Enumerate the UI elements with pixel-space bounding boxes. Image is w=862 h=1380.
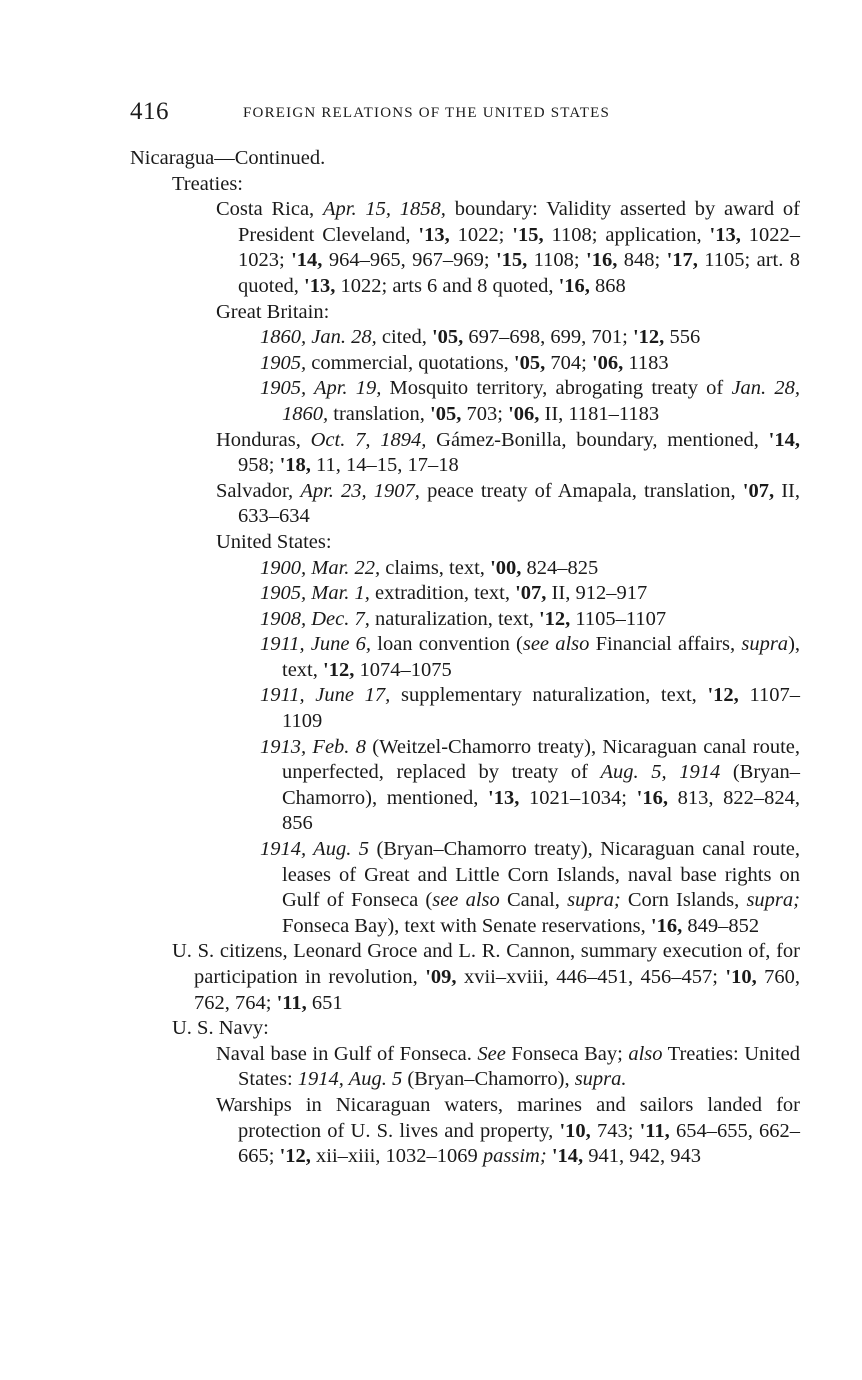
- page-header: [130, 98, 710, 130]
- entry-gb-1860: 1860, Jan. 28, cited, '05, 697–698, 699, 701; '12, 556: [260, 326, 701, 349]
- index-heading: Nicaragua—Continued.: [130, 147, 326, 169]
- entry-country: Costa Rica,: [216, 198, 323, 221]
- page-number: 416: [130, 98, 169, 125]
- entry-us-1905: 1905, Mar. 1, extradition, text, '07, II, 912–917: [260, 582, 648, 605]
- entry-us-1900: 1900, Mar. 22, claims, text, '00, 824–825: [260, 556, 599, 579]
- entry-us-1911-naturalization: 1911, June 17, supplementary naturalization, text, '12, 1107–1109: [260, 684, 800, 733]
- united-states-label: United States:: [216, 530, 332, 553]
- great-britain-label: Great Britain:: [216, 300, 330, 323]
- entry-gb-1905-mosquito: 1905, Apr. 19, Mosquito territory, abrogating treaty of Jan. 28, 1860, translation, '05, 703; '06, II, 1181–1183: [260, 377, 800, 425]
- entry-us-1908: 1908, Dec. 7, naturalization, text, '12, 1105–1107: [260, 607, 667, 630]
- entry-date: Apr. 15, 1858,: [322, 198, 446, 221]
- entry-naval-base: Naval base in Gulf of Fonseca. See Fonseca Bay; also Treaties: United States: 1914, Aug. 5 (Bryan–Chamorro), supra.: [216, 1042, 800, 1091]
- treaties-label: Treaties:: [172, 172, 243, 195]
- us-navy-label: U. S. Navy:: [172, 1017, 269, 1040]
- entry-us-citizens: U. S. citizens, Leonard Groce and L. R. Cannon, summary execution of, for participation in revolution, '09, xvii–xviii, 446–451, 456–457; '10, 760, 762, 764; '11, 651: [172, 940, 801, 1014]
- entry-warships: Warships in Nicaraguan waters, marines and sailors landed for protection of U. S. lives and property, '10, 743; '11, 654–655, 662–665; '12, xii–xiii, 1032–1069 passim; '14, 941, 942, 943: [216, 1093, 801, 1168]
- entry-us-1911-loan: 1911, June 6, loan convention (see also Financial affairs, supra), text, '12, 1074–1075: [260, 633, 801, 681]
- entry-gb-1905-commercial: 1905, commercial, quotations, '05, 704; '06, 1183: [260, 351, 669, 374]
- index-body: [130, 146, 800, 1170]
- entry-us-1913: 1913, Feb. 8 (Weitzel-Chamorro treaty), Nicaraguan canal route, unperfected, replaced by treaty of Aug. 5, 1914 (Bryan–Chamorro), mentioned, '13, 1021–1034; '16, 813, 822–824, 856: [260, 735, 801, 835]
- entry-costa-rica: Costa Rica, Apr. 15, 1858, boundary: Validity asserted by award of President Cleveland, '13, 1022; '15, 1108; application, '13, 1022–1023; '14, 964–965, 967–969; '15, 1108; '16, 848; '17, 1105; art. 8 quoted, '13, 1022; arts 6 and 8 quoted, '16, 868: [216, 198, 801, 297]
- running-head: FOREIGN RELATIONS OF THE UNITED STATES: [243, 105, 611, 121]
- entry-honduras: Honduras, Oct. 7, 1894, Gámez-Bonilla, boundary, mentioned, '14, 958; '18, 11, 14–15, 17–18: [216, 428, 800, 477]
- entry-us-1914: 1914, Aug. 5 (Bryan–Chamorro treaty), Nicaraguan canal route, leases of Great and Little Corn Islands, naval base rights on Gulf of Fonseca (see also Canal, supra; Corn Islands, supra; Fonseca Bay), text with Senate reservations, '16, 849–852: [260, 838, 801, 937]
- entry-salvador: Salvador, Apr. 23, 1907, peace treaty of Amapala, translation, '07, II, 633–634: [216, 479, 800, 528]
